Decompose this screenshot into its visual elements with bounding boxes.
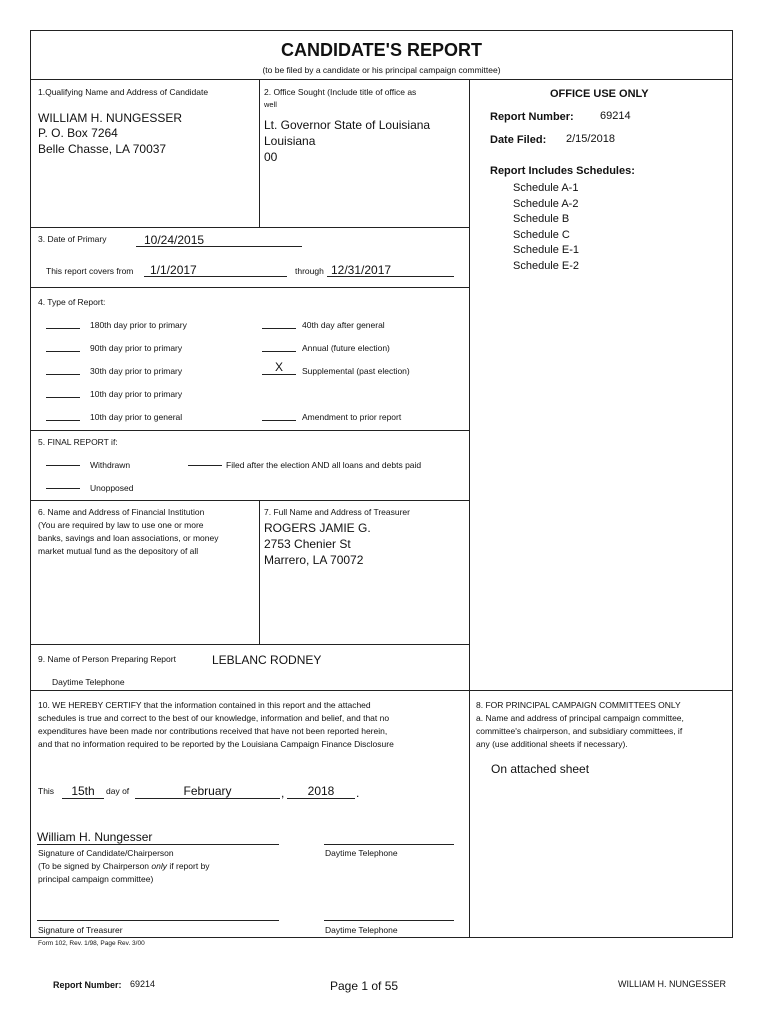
report-covers-label: This report covers from xyxy=(46,266,134,276)
page-title: CANDIDATE'S REPORT xyxy=(281,40,482,60)
schedule-item: Schedule B xyxy=(513,213,570,225)
sign-month-value: February xyxy=(135,784,280,799)
schedule-item: Schedule C xyxy=(513,228,570,241)
preparer-name: LEBLANC RODNEY xyxy=(212,653,322,667)
financial-institution-label: 6. Name and Address of Financial Institution xyxy=(38,507,205,517)
committee-label: 8. FOR PRINCIPAL CAMPAIGN COMMITTEES ONLY xyxy=(476,700,681,710)
primary-date-value: 10/24/2015 xyxy=(136,233,302,247)
divider xyxy=(30,430,469,431)
office-use-heading: OFFICE USE ONLY xyxy=(550,88,649,100)
report-number-label: Report Number: xyxy=(490,111,574,123)
treasurer-label: 7. Full Name and Address of Treasurer xyxy=(264,507,410,517)
treasurer-signature-line xyxy=(37,920,279,921)
footer-candidate-name: WILLIAM H. NUNGESSER xyxy=(618,979,727,989)
schedule-item: Schedule A-1 xyxy=(513,182,579,194)
withdrawn-mark[interactable] xyxy=(46,465,80,466)
page-subtitle: (to be filed by a candidate or his principal campaign committee) xyxy=(262,65,501,75)
office-state: Louisiana xyxy=(264,134,316,148)
withdrawn-label: Withdrawn xyxy=(90,460,131,470)
report-type-mark[interactable]: X xyxy=(262,360,296,375)
divider xyxy=(259,500,260,644)
treasurer-phone-line xyxy=(324,920,454,921)
financial-institution-note: market mutual fund as the depository of all xyxy=(38,546,199,556)
divider xyxy=(30,644,469,645)
sign-year-value: 2018 xyxy=(287,784,355,799)
report-type-label: 30th day prior to primary xyxy=(90,366,183,376)
report-type-mark[interactable] xyxy=(46,337,80,352)
signature-note: principal campaign committee) xyxy=(38,874,154,884)
unopposed-mark[interactable] xyxy=(46,488,80,489)
committee-note: a. Name and address of principal campaign committee, xyxy=(476,713,684,723)
filed-after-label: Filed after the election AND all loans and debts paid xyxy=(226,460,422,470)
candidate-name: WILLIAM H. NUNGESSER xyxy=(38,111,183,125)
report-type-label: 40th day after general xyxy=(302,320,385,330)
schedule-item: Schedule E-1 xyxy=(513,244,580,256)
certification-text: schedules is true and correct to the best of our knowledge, information and belief, and that no xyxy=(38,713,390,723)
report-type-mark[interactable] xyxy=(46,406,80,421)
page-number: Page 1 of 55 xyxy=(330,979,399,993)
committee-note: committee's chairperson, and subsidiary committees, if xyxy=(476,726,683,736)
certification-text: and that no information required to be reported by the Louisiana Campaign Finance Disclosure xyxy=(38,739,394,749)
report-type-mark[interactable] xyxy=(46,383,80,398)
report-type-label: 90th day prior to primary xyxy=(90,343,183,353)
treasurer-address-line2: Marrero, LA 70072 xyxy=(264,553,364,567)
office-district: 00 xyxy=(264,150,278,164)
financial-institution-note: (You are required by law to use one or more xyxy=(38,520,204,530)
type-of-report-label: 4. Type of Report: xyxy=(38,297,106,307)
candidate-phone-line xyxy=(324,844,454,845)
treasurer-phone-label: Daytime Telephone xyxy=(325,925,398,935)
divider xyxy=(469,79,470,938)
report-type-label: Annual (future election) xyxy=(302,343,390,353)
treasurer-name: ROGERS JAMIE G. xyxy=(264,521,371,535)
through-date-value: 12/31/2017 xyxy=(327,263,454,277)
date-filed-value: 2/15/2018 xyxy=(566,133,615,145)
date-period: . xyxy=(356,786,360,800)
report-type-mark[interactable] xyxy=(46,314,80,329)
treasurer-signature-label: Signature of Treasurer xyxy=(38,925,123,935)
committee-value: On attached sheet xyxy=(491,762,590,776)
report-number-value: 69214 xyxy=(600,110,631,122)
unopposed-label: Unopposed xyxy=(90,483,134,493)
candidate-address-line2: Belle Chasse, LA 70037 xyxy=(38,142,167,156)
report-type-mark[interactable] xyxy=(46,360,80,375)
candidate-phone-label: Daytime Telephone xyxy=(325,848,398,858)
through-label: through xyxy=(295,266,324,276)
office-sought-label-cont: well xyxy=(264,100,277,109)
preparer-label: 9. Name of Person Preparing Report xyxy=(38,654,176,664)
signature-note: (To be signed by Chairperson only if report by xyxy=(38,861,210,871)
report-type-label: 10th day prior to primary xyxy=(90,389,183,399)
office-sought-label: 2. Office Sought (Include title of office as xyxy=(264,87,417,97)
report-type-label: Amendment to prior report xyxy=(302,412,402,422)
committee-note: any (use additional sheets if necessary). xyxy=(476,739,628,749)
report-type-mark[interactable] xyxy=(262,406,296,421)
report-type-label: 10th day prior to general xyxy=(90,412,183,422)
divider xyxy=(30,500,469,501)
from-date-value: 1/1/2017 xyxy=(144,263,287,277)
schedule-item: Schedule E-2 xyxy=(513,259,580,272)
certification-text: 10. WE HEREBY CERTIFY that the information contained in this report and the attached xyxy=(38,700,371,710)
certification-text: expenditures have been made nor contributions received that have not been reported herein, xyxy=(38,726,388,736)
divider xyxy=(30,690,733,691)
form-revision-note: Form 102, Rev. 1/98, Page Rev. 3/00 xyxy=(38,940,145,947)
treasurer-address-line1: 2753 Chenier St xyxy=(264,537,351,551)
date-filed-label: Date Filed: xyxy=(490,134,547,146)
candidate-signature-line: William H. Nungesser xyxy=(37,830,279,845)
divider xyxy=(30,79,733,80)
report-type-label: Supplemental (past election) xyxy=(302,366,410,376)
sign-day-value: 15th xyxy=(62,784,104,799)
qualifying-name-label: 1.Qualifying Name and Address of Candidate xyxy=(38,87,209,97)
footer-report-number-label: Report Number: xyxy=(53,980,122,990)
preparer-phone-label: Daytime Telephone xyxy=(52,677,125,687)
day-of-label: day of xyxy=(106,786,130,796)
candidate-address-line1: P. O. Box 7264 xyxy=(38,126,118,140)
schedules-heading: Report Includes Schedules: xyxy=(490,165,635,177)
schedule-list xyxy=(513,181,579,274)
candidate-signature-label: Signature of Candidate/Chairperson xyxy=(38,848,174,858)
financial-institution-note: banks, savings and loan associations, or money xyxy=(38,533,219,543)
schedule-item: Schedule A-2 xyxy=(513,197,579,210)
final-report-label: 5. FINAL REPORT if: xyxy=(38,437,118,447)
report-type-mark[interactable] xyxy=(262,314,296,329)
divider xyxy=(30,287,469,288)
primary-date-label: 3. Date of Primary xyxy=(38,234,107,244)
this-label: This xyxy=(38,786,55,796)
filed-after-mark[interactable] xyxy=(188,465,222,466)
footer-report-number: 69214 xyxy=(130,979,156,989)
divider xyxy=(30,227,469,228)
report-type-label: 180th day prior to primary xyxy=(90,320,187,330)
report-type-mark[interactable] xyxy=(262,337,296,352)
date-comma: , xyxy=(281,786,285,800)
office-title: Lt. Governor State of Louisiana xyxy=(264,118,431,132)
divider xyxy=(259,79,260,227)
